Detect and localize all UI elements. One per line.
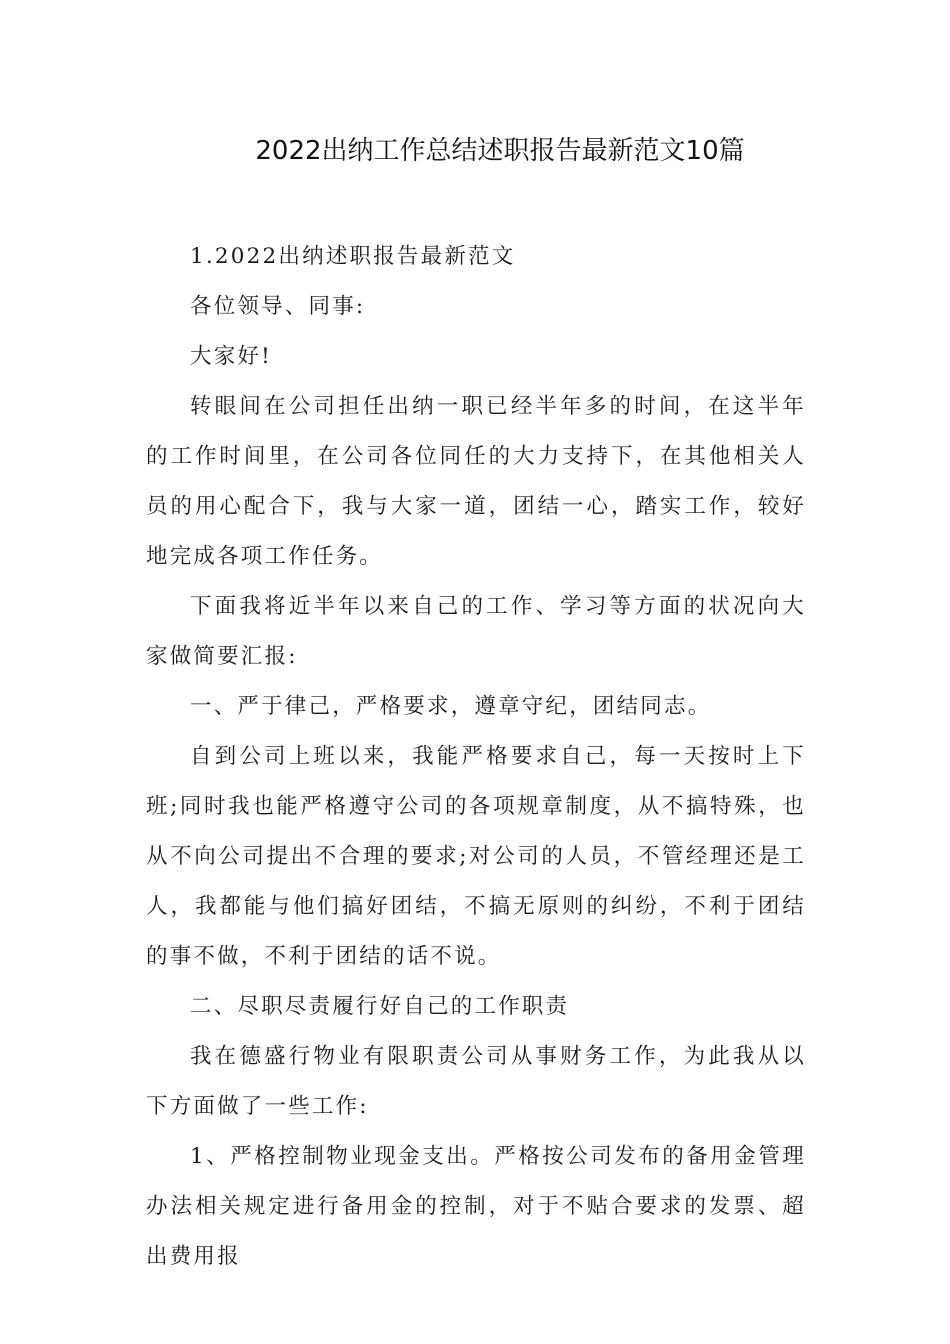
body-paragraph: 自到公司上班以来，我能严格要求自己，每一天按时上下班;同时我也能严格遵守公司的各项规章制度，从不搞特殊，也从不向公司提出不合理的要求;对公司的人员，不管经理还是工人，我都能与他们搞好团结，不搞无原则的纠纷，不利于团结的事不做，不利于团结的话不说。: [146, 744, 806, 969]
body-paragraph: 下面我将近半年以来自己的工作、学习等方面的状况向大家做简要汇报:: [146, 594, 806, 669]
salutation: 各位领导、同事:: [190, 294, 366, 319]
document-title: 2022出纳工作总结述职报告最新范文10篇: [255, 136, 745, 166]
subsection-heading: 二、尽职尽责履行好自己的工作职责: [190, 994, 570, 1019]
body-paragraph: 1、严格控制物业现金支出。严格按公司发布的备用金管理办法相关规定进行备用金的控制，对于不贴合要求的发票、超出费用报: [146, 1144, 806, 1269]
section-heading: 1.2022出纳述职报告最新范文: [190, 244, 516, 269]
document-body: [146, 232, 806, 1282]
body-paragraph: 转眼间在公司担任出纳一职已经半年多的时间，在这半年的工作时间里，在公司各位同任的大力支持下，在其他相关人员的用心配合下，我与大家一道，团结一心，踏实工作，较好地完成各项工作任务。: [146, 394, 806, 569]
subsection-heading: 一、严于律己，严格要求，遵章守纪，团结同志。: [190, 694, 712, 719]
body-paragraph: 我在德盛行物业有限职责公司从事财务工作，为此我从以下方面做了一些工作:: [146, 1044, 806, 1119]
greeting: 大家好!: [190, 344, 272, 369]
